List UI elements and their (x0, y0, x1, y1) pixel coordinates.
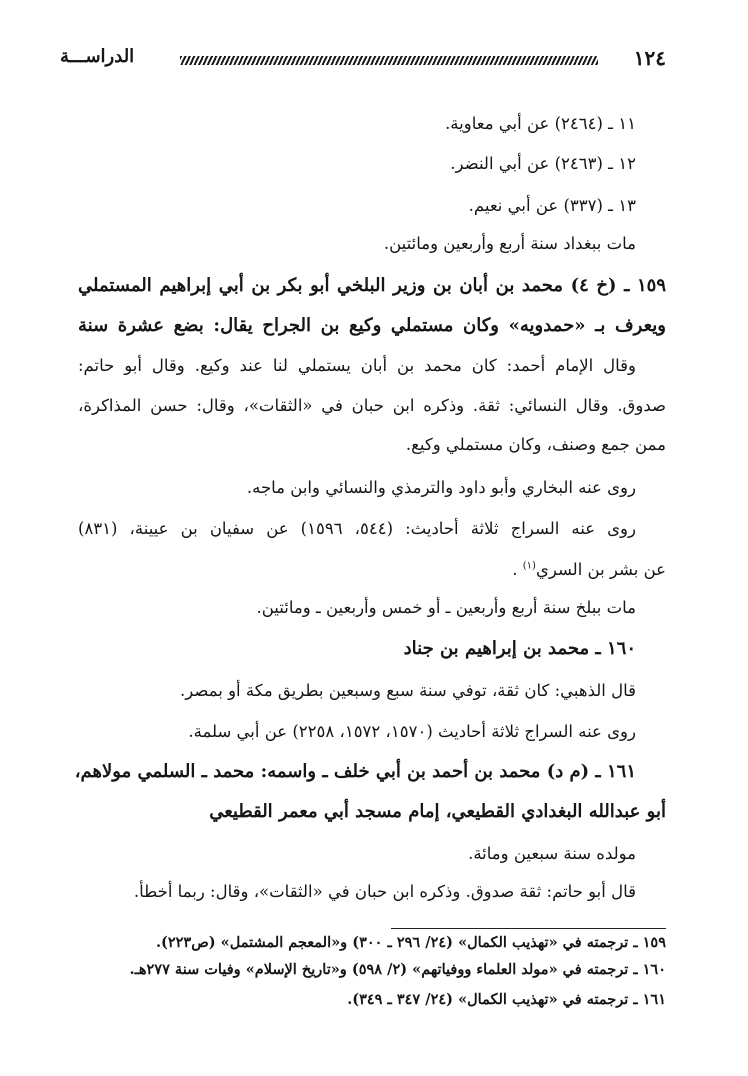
text-line: ١٣ ـ (٣٣٧) عن أبي نعيم. (468, 196, 636, 215)
text-segment: . (512, 560, 523, 579)
text-line: روى عنه البخاري وأبو داود والترمذي والنسائي وابن ماجه. (246, 478, 636, 497)
footnote: ١٥٩ ـ ترجمته في «تهذيب الكمال» (٢٤/ ٢٩٦ ـ ٣٠٠) و«المعجم المشتمل» (ص٢٢٣). (155, 934, 666, 951)
page-number: ١٢٤ (633, 46, 666, 70)
text-line: روى عنه السراج ثلاثة أحاديث (١٥٧٠، ١٥٧٢، ٢٢٥٨) عن أبي سلمة. (188, 722, 636, 741)
text-line: قال الذهبي: كان ثقة، توفي سنة سبع وسبعين بطريق مكة أو بمصر. (180, 681, 636, 700)
text-line: صدوق. وقال النسائي: ثقة. وذكره ابن حبان في «الثقات»، وقال: حسن المذاكرة، (78, 396, 666, 415)
text-line: مولده سنة سبعين ومائة. (468, 844, 636, 863)
entry-heading: ١٥٩ ـ (خ ٤) محمد بن أبان بن وزير البلخي أبو بكر بن أبي إبراهيم المستملي (78, 275, 666, 296)
entry-heading: ويعرف بـ «حمدويه» وكان مستملي وكيع بن الجراح يقال: بضع عشرة سنة (78, 315, 666, 336)
running-title: الدراســـة (60, 46, 135, 67)
text-line: ١٢ ـ (٢٤٦٣) عن أبي النضر. (450, 154, 636, 173)
footnote: ١٦١ ـ ترجمته في «تهذيب الكمال» (٢٤/ ٣٤٧ ـ ٣٤٩). (347, 991, 666, 1008)
footnote-marker: (١) (522, 560, 536, 572)
entry-heading: أبو عبدالله البغدادي القطيعي، إمام مسجد أبي معمر القطيعي (209, 801, 666, 822)
text-segment: عن بشر بن السري (535, 560, 666, 579)
text-line: مات ببغداد سنة أربع وأربعين ومائتين. (383, 234, 636, 253)
header-rule (180, 56, 598, 65)
entry-heading: ١٦٠ ـ محمد بن إبراهيم بن جناد (403, 638, 636, 659)
text-line: وقال الإمام أحمد: كان محمد بن أبان يستملي لنا عند وكيع. وقال أبو حاتم: (78, 356, 636, 375)
text-line: ١١ ـ (٢٤٦٤) عن أبي معاوية. (445, 114, 636, 133)
footnote-divider (391, 928, 666, 929)
footnote: ١٦٠ ـ ترجمته في «مولد العلماء ووفياتهم» (٢/ ٥٩٨) و«تاريخ الإسلام» وفيات سنة ٢٧٧هـ. (129, 961, 666, 978)
text-line: روى عنه السراج ثلاثة أحاديث: (٥٤٤، ١٥٩٦) عن سفيان بن عيينة، (٨٣١) (78, 519, 636, 538)
text-line (78, 562, 666, 579)
text-line: مات ببلخ سنة أربع وأربعين ـ أو خمس وأربعين ـ ومائتين. (256, 598, 636, 617)
entry-heading: ١٦١ ـ (م د) محمد بن أحمد بن أبي خلف ـ واسمه: محمد ـ السلمي مولاهم، (74, 761, 636, 782)
text-line: ممن جمع وصنف، وكان مستملي وكيع. (405, 435, 666, 454)
page-header (60, 46, 666, 76)
text-line: قال أبو حاتم: ثقة صدوق. وذكره ابن حبان في «الثقات»، وقال: ربما أخطأ. (133, 882, 636, 901)
